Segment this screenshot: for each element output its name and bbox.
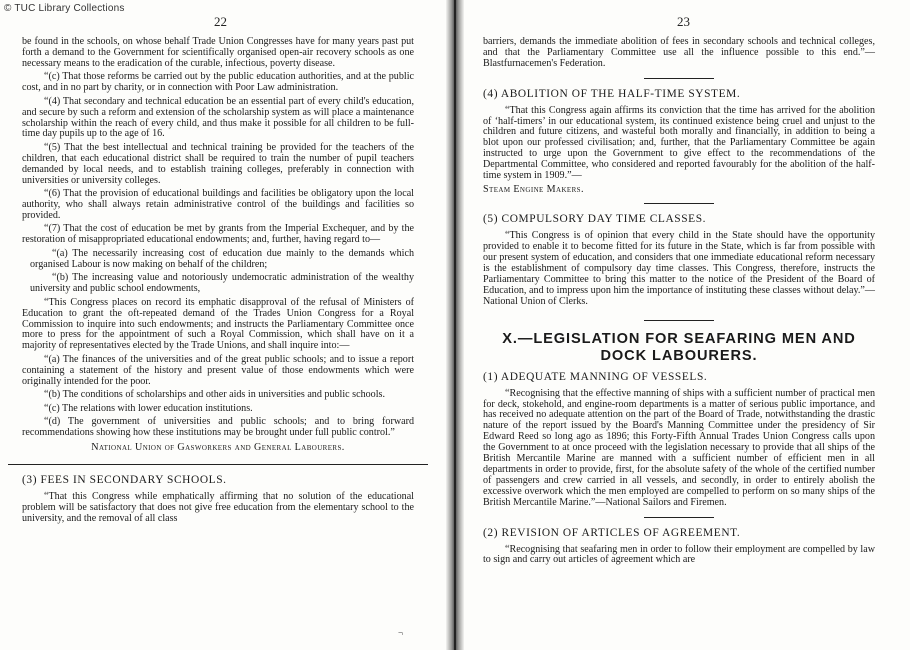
chapter-heading: X.—LEGISLATION FOR SEAFARING MEN AND DOCK LABOURERS.: [502, 330, 856, 365]
paragraph: “Recognising that the effective manning of ships with a sufficient number of practical men for deck, stokehold, and engine-room departments is a matter of serious public importance, and has received no adequate attention on the part of the Board of Trade, notwithstanding the drastic nature of the report issued by the Board's Manning Committee under the presidency of Sir Edward Reed so long ago as 1896; this Forty-Fifth Annual Trades Union Congress calls upon the Government to at once proceed with the legislation necessary to provide that all ships of the British Mercantile Marine are manned with a sufficient number of efficient men in all departments in order to provide, first, for the absolute safety of the whole of the certified number of passengers and crew carried in all vessels, and secondly, in order to entirely abolish the excessive overwork which the men employed are compelled to perform on so many ships of the British Mercantile Marine.”—National Sailors and Firemen.: [483, 387, 875, 508]
paragraph: “(6) That the provision of educational buildings and facilities be obligatory upon the local authority, who shall always retain administrative control of the buildings and facilities so provided.: [22, 188, 414, 221]
paragraph: “This Congress is of opinion that every child in the State should have the opportunity provided to enable it to become fitted for its future in the State, which is far from possible with our present system of education, and considers that one immediate educational reform necessary is the establishment of compulsory day time classes. This Congress, therefore, instructs the Parliamentary Committee to bring this matter to the notice of the President of the Board of Education, and to impress upon him the importance of instituting these classes without delay.”—National Union of Clerks.: [483, 230, 875, 307]
page-corner-mark: ¬: [398, 628, 404, 638]
paragraph: “(7) That the cost of education be met by grants from the Imperial Exchequer, and by the restoration of misappropriated educational endowments; and, further, having regard to—: [22, 223, 414, 246]
section-divider: [644, 203, 714, 204]
left-page-number: 22: [214, 14, 227, 29]
right-page: [483, 37, 875, 569]
paragraph: “(a) The finances of the universities and of the great public schools; and to issue a report containing a statement of the history and present value of those endowments which were originally intended for the poor.: [22, 353, 414, 387]
collection-watermark: © TUC Library Collections: [4, 3, 125, 14]
section-divider: [644, 78, 714, 79]
section-divider: [8, 464, 428, 465]
paragraph: “(4) That secondary and technical education be an essential part of every child's education, and secure by such a reform and extension of the scholarship system as will place a maintenance scholarship within the reach of every child, and thus make it possible for all children to be full-time day pupils up to the age of 16.: [22, 95, 414, 140]
section-heading: (1) ADEQUATE MANNING OF VESSELS.: [483, 370, 708, 383]
paragraph: “(d) The government of universities and public schools; and to bring forward recommendations showing how these institutions may be brought under full public control.”: [22, 416, 414, 439]
sub-clause: “(b) The increasing value and notoriously undemocratic administration of the wealthy university and public school endowments,: [30, 272, 414, 295]
paragraph: “This Congress places on record its emphatic disapproval of the refusal of Ministers of Education to grant the oft-repeated demand of the Trades Union Congress for a Royal Commission to inquire into such endowments; and instructs the Parliamentary Committee once more to press for the appointment of such a Royal Commission, which shall have on it a majority of representatives elected by the Trade Unions, and shall inquire into:—: [22, 296, 414, 352]
paragraph: be found in the schools, on whose behalf Trade Union Congresses have for many years past put forth a demand to the Government for scientifically organised open-air recovery schools as one necessary means to the eradication of the curable, infectious, poverty disease.: [22, 36, 414, 69]
resolution-signature: National Union of Gasworkers and General Labourers.: [91, 441, 345, 453]
section-heading: (5) COMPULSORY DAY TIME CLASSES.: [483, 213, 707, 226]
section-heading: (4) ABOLITION OF THE HALF-TIME SYSTEM.: [483, 87, 741, 100]
paragraph: “(5) That the best intellectual and technical training be provided for the teachers of the children, that each educational district shall be required to train the number of pupil teachers demanded by local needs, and to establish training colleges, preferably in connection with universities or university colleges.: [22, 141, 414, 186]
right-page-number: 23: [677, 14, 690, 29]
paragraph: “That this Congress while emphatically affirming that no solution of the educational problem will be satisfactory that does not give free education from the elementary school to the university, and the removal of all class: [22, 490, 414, 524]
paragraph: “(b) The conditions of scholarships and other aids in universities and public schools.: [44, 389, 385, 401]
left-page: [22, 37, 414, 527]
section-divider: [644, 517, 714, 518]
section-heading: (2) REVISION OF ARTICLES OF AGREEMENT.: [483, 526, 741, 539]
paragraph: “(c) The relations with lower education institutions.: [44, 402, 253, 414]
section-divider: [644, 320, 714, 321]
paragraph: barriers, demands the immediate abolition of fees in secondary schools and technical colleges, and that the Parliamentary Committee use all the influence possible to this end.”—Blastfurnacemen's Federation.: [483, 36, 875, 69]
resolution-signature: Steam Engine Makers.: [483, 183, 584, 195]
paragraph: “That this Congress again affirms its conviction that the time has arrived for the abolition of ‘half-timers’ in our educational system, its continued existence being cruel and unjust to the children and future citizens, and wasteful both morally and financially, in addition to being a blot upon our professed civilisation; and, further, that the Parliamentary Committee be again instructed to urge upon the Government to give effect to the recommendations of the Departmental Committee, who considered and reported favourably for the abolition of the half-time system in 1909.”—: [483, 104, 875, 182]
paragraph: “Recognising that seafaring men in order to follow their employment are compelled by law to sign and carry out articles of agreement which are: [483, 543, 875, 566]
sub-clause: “(a) The necessarily increasing cost of education due mainly to the demands which organised Labour is now making on behalf of the children;: [30, 247, 414, 270]
section-heading: (3) FEES IN SECONDARY SCHOOLS.: [22, 473, 227, 486]
paragraph: “(c) That those reforms be carried out by the public education authorities, and at the public cost, and in no part by charity, or in connection with Poor Law administration.: [22, 71, 414, 94]
gutter-fold-line: [454, 0, 456, 650]
